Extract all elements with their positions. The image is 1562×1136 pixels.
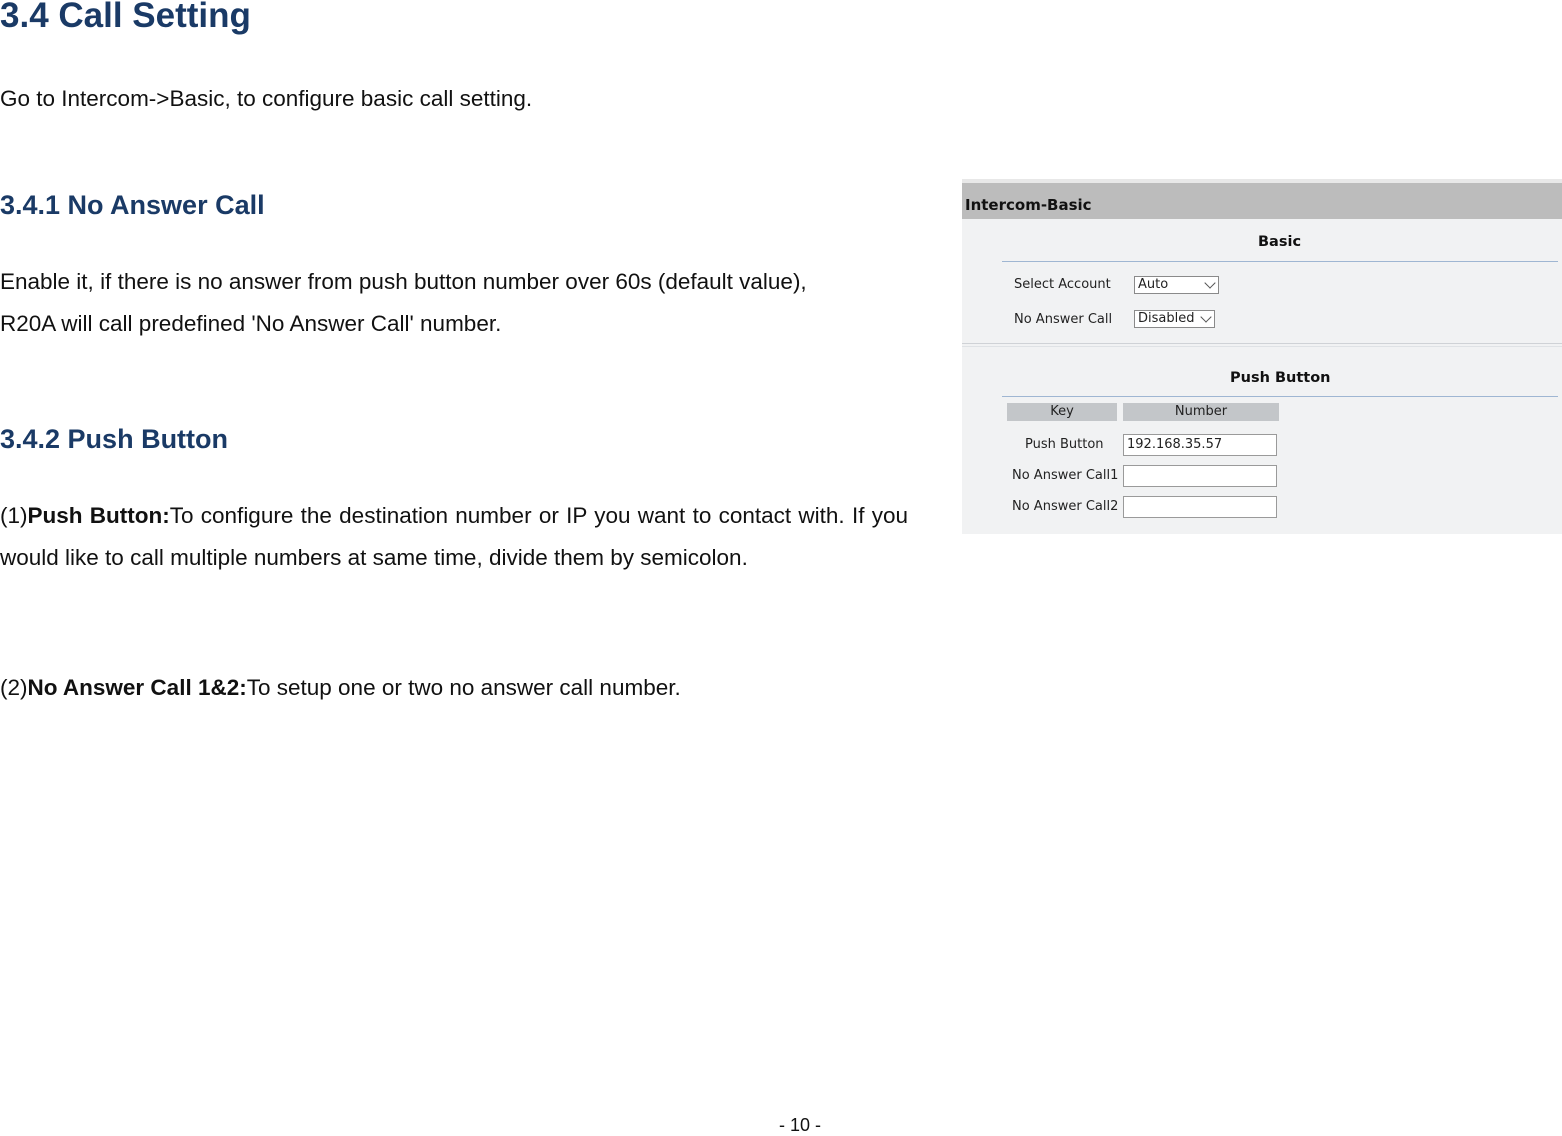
- basic-section-divider: [1002, 261, 1558, 262]
- chevron-down-icon: [1204, 277, 1215, 288]
- page-number: - 10 -: [778, 1115, 821, 1135]
- no-answer-call1-number-input[interactable]: [1123, 465, 1277, 487]
- no-answer-call-line-2: R20A will call predefined 'No Answer Call' number.: [0, 311, 502, 336]
- intro-text: Go to Intercom->Basic, to configure basic call setting.: [0, 86, 533, 111]
- intercom-basic-screenshot: [962, 179, 1562, 534]
- section-push-button-title: 3.4.2 Push Button: [0, 424, 229, 454]
- push-button-desc-text: To configure the destination number or IP you want to contact with. If you would like to call multiple numbers at same time, divide them by semicolon.: [0, 503, 909, 570]
- no-answer-call-label: No Answer Call: [1014, 312, 1113, 327]
- select-account-value: Auto: [1138, 277, 1169, 292]
- push-button-section-divider: [1002, 396, 1558, 397]
- push-button-desc-term: Push Button:: [27, 503, 170, 528]
- intercom-basic-title-bar: [962, 179, 1562, 219]
- section-no-answer-call-title: 3.4.1 No Answer Call: [0, 190, 265, 220]
- push-button-number-input[interactable]: 192.168.35.57: [1123, 434, 1277, 456]
- column-header-key: Key: [1007, 403, 1117, 421]
- no-answer-call-value: Disabled: [1138, 311, 1195, 326]
- no-answer-desc-prefix: (2): [0, 675, 28, 700]
- no-answer-desc-text: To setup one or two no answer call number.: [246, 675, 681, 700]
- no-answer-call-line-1: Enable it, if there is no answer from push button number over 60s (default value),: [0, 269, 807, 294]
- push-button-key-label: Push Button: [1025, 437, 1104, 452]
- page-heading: 3.4 Call Setting: [0, 0, 251, 35]
- no-answer-call2-key-label: No Answer Call2: [1012, 499, 1119, 514]
- intercom-basic-title: Intercom-Basic: [965, 196, 1092, 214]
- section-separator: [962, 343, 1562, 347]
- push-button-section-title: Push Button: [1230, 370, 1331, 386]
- push-button-description: [0, 495, 908, 578]
- no-answer-desc-term: No Answer Call 1&2:: [27, 675, 247, 700]
- no-answer-call-12-description: [0, 668, 681, 708]
- select-account-dropdown[interactable]: [1134, 276, 1219, 294]
- basic-section-title: Basic: [1258, 234, 1302, 250]
- chevron-down-icon: [1200, 311, 1211, 322]
- select-account-label: Select Account: [1014, 277, 1111, 292]
- column-header-number: Number: [1123, 403, 1279, 421]
- no-answer-call1-key-label: No Answer Call1: [1012, 468, 1119, 483]
- no-answer-call-dropdown[interactable]: [1134, 310, 1215, 328]
- no-answer-call2-number-input[interactable]: [1123, 496, 1277, 518]
- push-button-desc-prefix: (1): [0, 503, 28, 528]
